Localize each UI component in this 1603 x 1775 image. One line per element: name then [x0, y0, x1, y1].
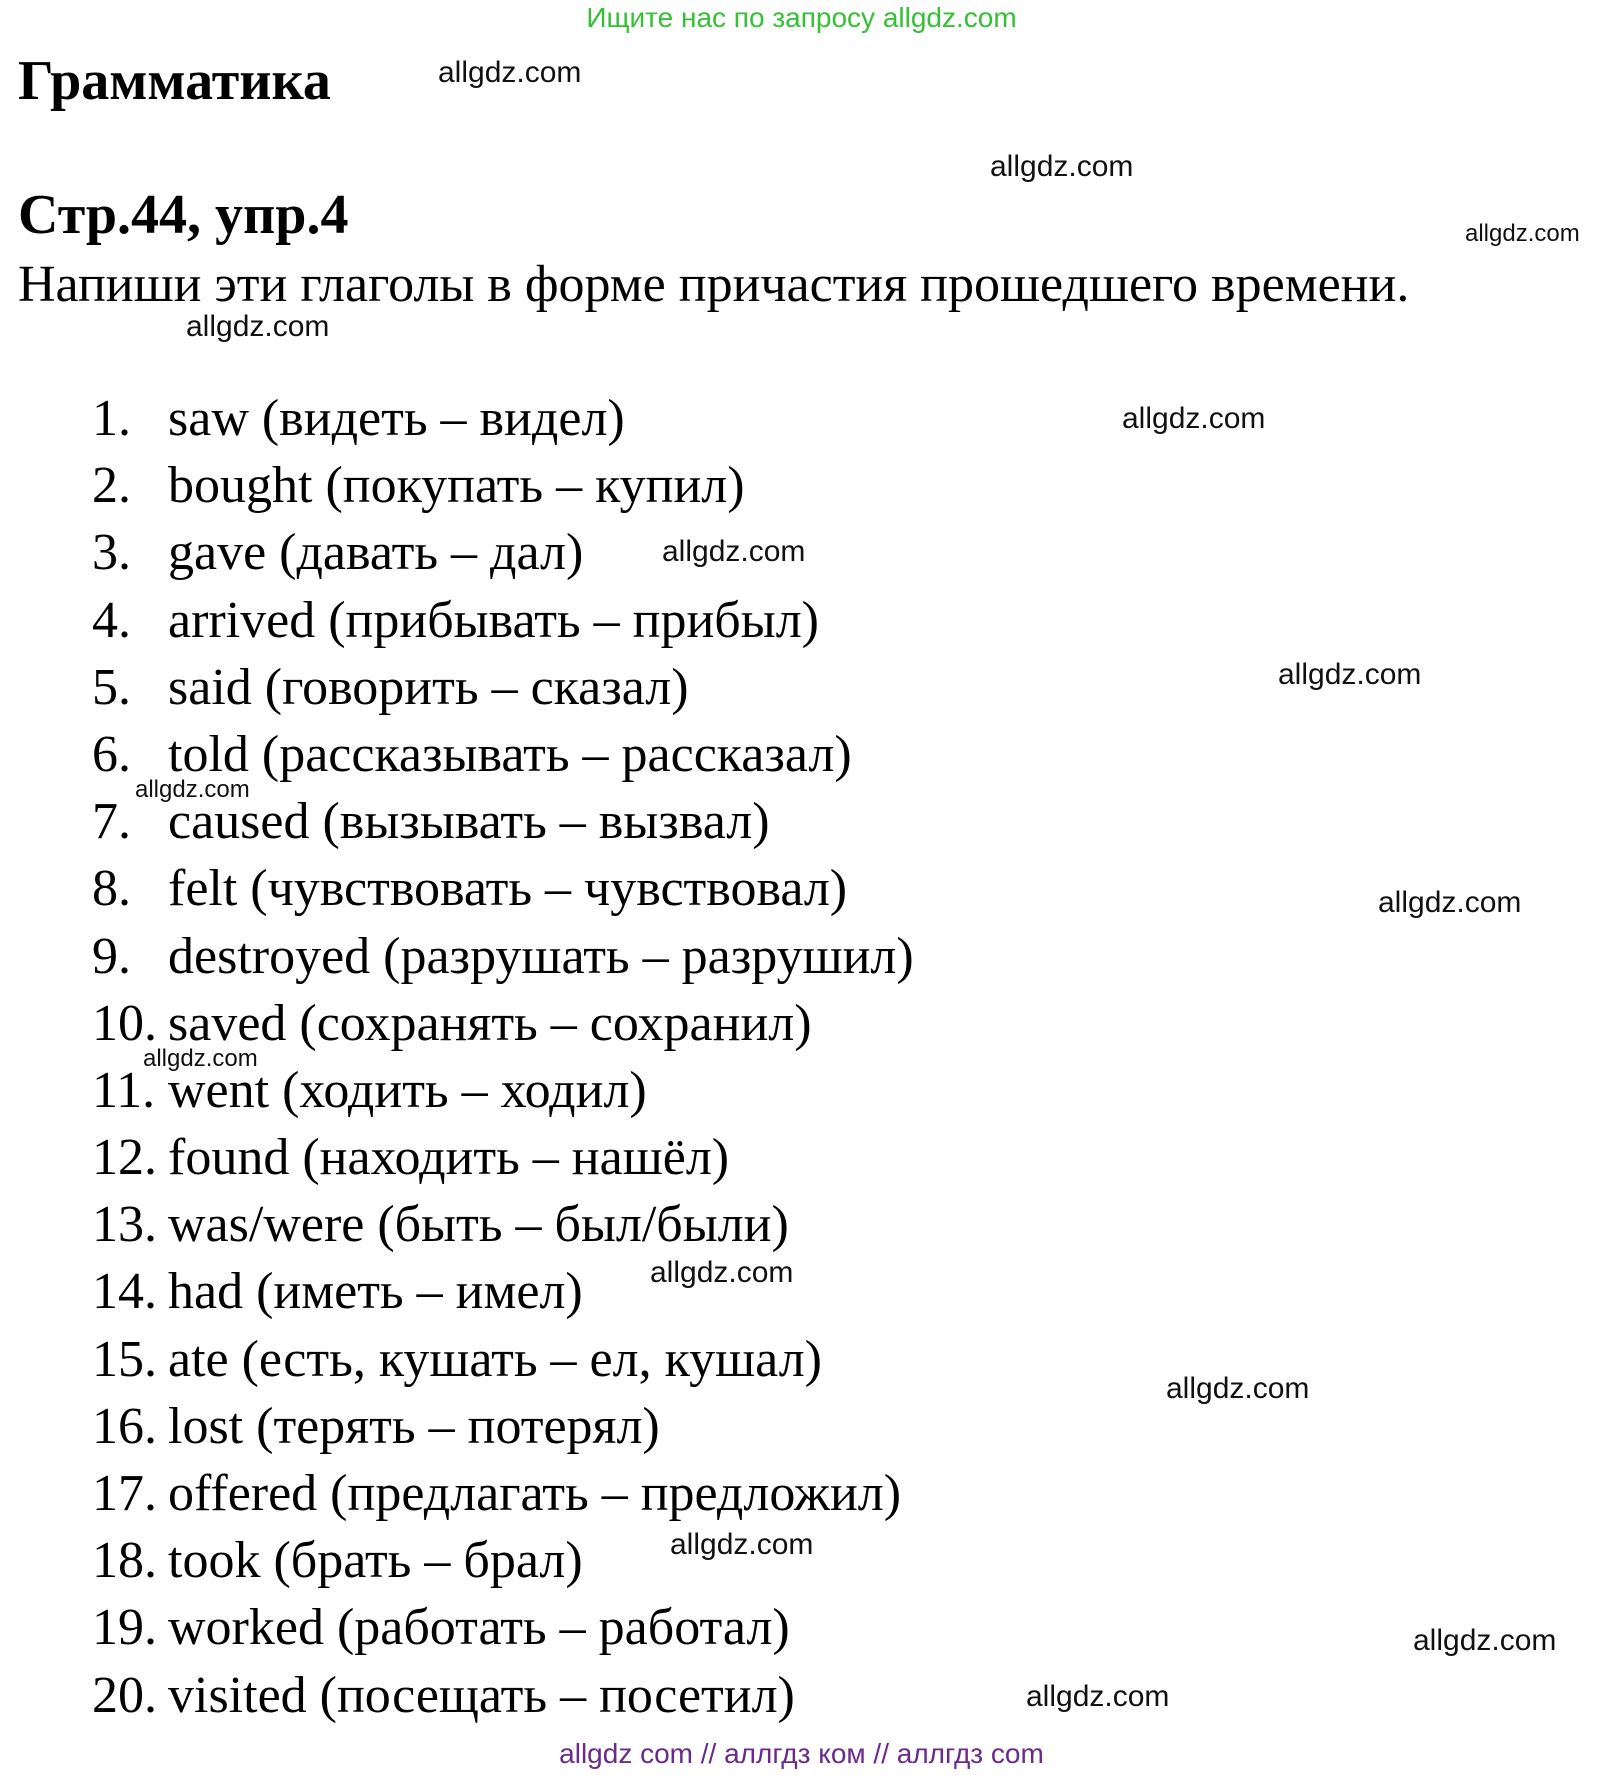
watermark: allgdz.com — [438, 56, 582, 89]
list-item — [92, 1460, 914, 1527]
list-item — [92, 587, 914, 654]
item-number: 20. — [92, 1666, 157, 1724]
item-text: took (брать – брал) — [168, 1532, 583, 1590]
watermark: allgdz.com — [1026, 1680, 1170, 1713]
item-text: was/were (быть – был/были) — [168, 1196, 789, 1254]
watermark: allgdz.com — [135, 776, 250, 803]
item-number: 10. — [92, 994, 157, 1052]
watermark: allgdz.com — [990, 150, 1134, 183]
list-item — [92, 1326, 914, 1393]
item-number: 16. — [92, 1397, 157, 1455]
item-number: 18. — [92, 1532, 157, 1590]
item-number: 8. — [92, 860, 131, 918]
item-number: 13. — [92, 1196, 157, 1254]
item-text: lost (терять – потерял) — [168, 1397, 660, 1455]
watermark: allgdz.com — [670, 1528, 814, 1561]
section-title: Грамматика — [18, 50, 331, 112]
watermark: allgdz.com — [1278, 658, 1422, 691]
item-number: 9. — [92, 927, 131, 985]
item-text: offered (предлагать – предложил) — [168, 1465, 902, 1522]
item-text: arrived (прибывать – прибыл) — [168, 591, 819, 649]
item-number: 12. — [92, 1129, 157, 1187]
item-number: 15. — [92, 1330, 157, 1388]
item-number: 11. — [92, 1061, 156, 1119]
item-number: 2. — [92, 457, 131, 515]
item-text: felt (чувствовать – чувствовал) — [168, 860, 848, 918]
item-text: saw (видеть – видел) — [168, 390, 625, 447]
item-number: 4. — [92, 591, 131, 649]
list-item — [92, 452, 914, 519]
item-text: went (ходить – ходил) — [168, 1061, 647, 1119]
list-item — [92, 923, 914, 990]
item-number: 7. — [92, 793, 131, 851]
watermark: allgdz.com — [1413, 1624, 1557, 1657]
list-item — [92, 1594, 914, 1661]
item-number: 14. — [92, 1263, 157, 1321]
item-text: ate (есть, кушать – ел, кушал) — [168, 1330, 822, 1388]
watermark: allgdz.com — [1166, 1372, 1310, 1405]
item-text: visited (посещать – посетил) — [168, 1666, 795, 1724]
list-item — [92, 385, 914, 452]
item-text: bought (покупать – купил) — [168, 457, 745, 515]
watermark: allgdz.com — [143, 1045, 258, 1072]
list-item — [92, 1662, 914, 1729]
item-number: 1. — [92, 390, 131, 447]
instruction-text: Напиши эти глаголы в форме причастия прошедшего времени. — [18, 256, 1410, 313]
item-text: found (находить – нашёл) — [168, 1129, 730, 1187]
bottom-banner: allgdz com // аллгдз ком // аллгдз com — [559, 1738, 1044, 1769]
list-item — [92, 654, 914, 721]
item-text: said (говорить – сказал) — [168, 658, 689, 716]
list-item — [92, 855, 914, 922]
item-number: 17. — [92, 1465, 157, 1522]
item-text: worked (работать – работал) — [168, 1599, 790, 1657]
watermark: allgdz.com — [662, 535, 806, 568]
watermark: allgdz.com — [650, 1256, 794, 1289]
item-number: 5. — [92, 658, 131, 716]
watermark: allgdz.com — [186, 310, 330, 343]
item-number: 19. — [92, 1599, 157, 1657]
item-text: destroyed (разрушать – разрушил) — [168, 927, 914, 985]
list-item — [92, 1393, 914, 1460]
item-text: saved (сохранять – сохранил) — [168, 994, 812, 1052]
item-number: 6. — [92, 725, 131, 783]
watermark: allgdz.com — [1465, 220, 1580, 247]
item-text: told (рассказывать – рассказал) — [168, 725, 852, 783]
list-item — [92, 1191, 914, 1258]
list-item — [92, 1124, 914, 1191]
item-text: had (иметь – имел) — [168, 1263, 583, 1321]
exercise-title: Стр.44, упр.4 — [18, 184, 349, 246]
item-text: caused (вызывать – вызвал) — [168, 793, 770, 851]
watermark: allgdz.com — [1378, 886, 1522, 919]
top-banner: Ищите нас по запросу allgdz.com — [586, 2, 1017, 33]
item-number: 3. — [92, 524, 131, 582]
watermark: allgdz.com — [1122, 402, 1266, 435]
item-text: gave (давать – дал) — [168, 524, 584, 582]
